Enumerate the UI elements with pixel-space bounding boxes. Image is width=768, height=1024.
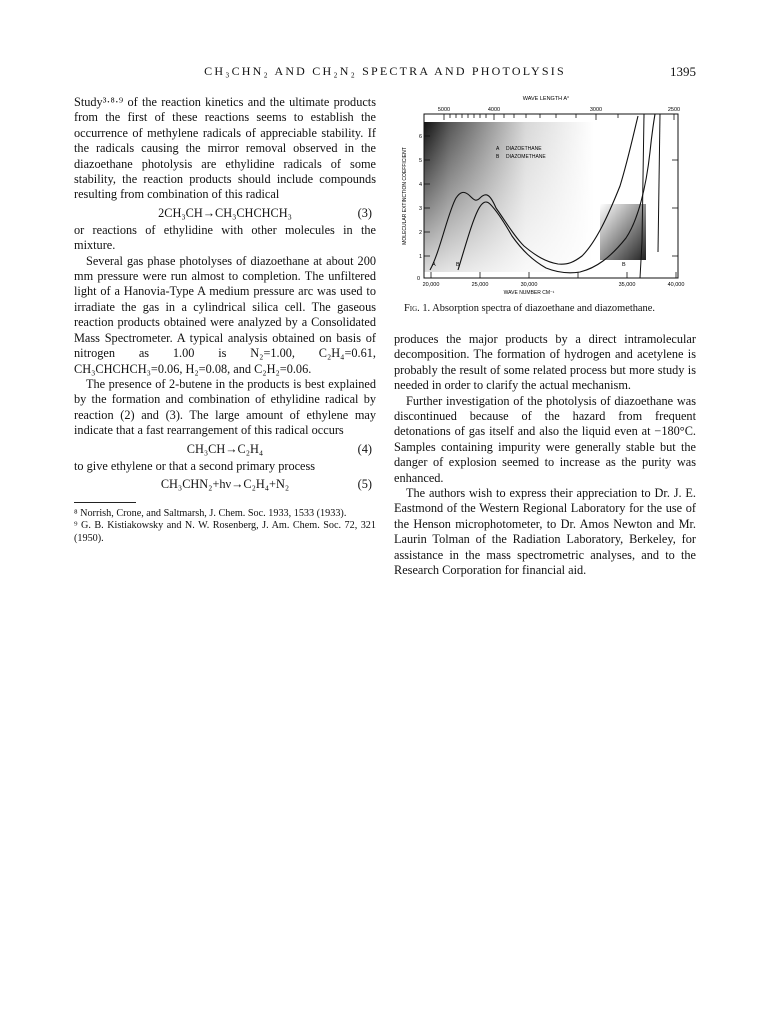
absorption-spectrum-plot [396, 92, 696, 298]
bottom-axis-label: WAVE NUMBER CM⁻¹ [503, 290, 555, 296]
y-tick-label-6: 6 [418, 134, 422, 140]
bottom-axis-ticks [431, 272, 676, 278]
curve-label-b-right: B [622, 262, 626, 268]
equation-4 [74, 439, 376, 459]
equation-4-text: CH₃CH→C₂H₄ [186, 441, 264, 456]
top-axis-ticks [444, 114, 674, 120]
left-paragraph-5: to give ethylene or that a second primary process [74, 458, 316, 473]
bottom-tick-label-35000: 35,000 [618, 282, 636, 288]
figure-caption-text: Absorption spectra of diazoethane and diazomethane. [432, 303, 655, 314]
top-tick-label-5000: 5000 [437, 107, 451, 113]
equation-5-number: (5) [357, 476, 372, 491]
running-head [74, 64, 696, 82]
right-column [394, 332, 696, 579]
left-column [74, 95, 376, 545]
left-paragraph-4: The presence of 2-butene in the products is best explained by the formation and combination of ethylidine radical by reaction (2) and (3). The large amount of ethylene may indicate that a fast rearrangement of this radical occurs [74, 376, 376, 438]
right-paragraph-3: The authors wish to express their appreciation to Dr. J. E. Eastmond of the Western Regional Laboratory for the use of the Henson microphotometer, to Dr. Amos Newton and Mr. Laurin Tolman of the Radiation Laboratory, Berkeley, for assistance in the mass spectrometric analyses, and to the Research Corporation for financial aid. [394, 486, 696, 578]
y-tick-label-1: 1 [418, 254, 422, 260]
right-paragraph-1: produces the major products by a direct intramolecular decomposition. The formation of hydrogen and acetylene is probably the result of some related process but more study is needed in order to clarify the actual mechanism. [394, 332, 696, 393]
bottom-tick-label-20000: 20,000 [422, 282, 440, 288]
legend-key-a: A [496, 146, 500, 152]
legend-name-diazoethane: DIAZOETHANE [506, 146, 542, 152]
footnote-rule [74, 502, 136, 503]
figure-caption [404, 302, 696, 315]
running-title: CH₃CHN₂ AND CH₂N₂ SPECTRA AND PHOTOLYSIS [204, 64, 566, 78]
curve-label-a: A [432, 262, 436, 268]
bottom-tick-label-30000: 30,000 [520, 282, 538, 288]
figure-caption-label: Fig. 1. [404, 303, 431, 314]
legend-name-diazomethane: DIAZOMETHANE [506, 154, 546, 160]
equation-5-text: CH₃CHN₂+hν→C₂H₄+N₂ [160, 476, 290, 491]
equation-3 [74, 203, 376, 223]
y-tick-label-2: 2 [418, 230, 422, 236]
curve-diazomethane-edge [658, 114, 660, 252]
y-tick-label-3: 3 [418, 206, 422, 212]
equation-3-text: 2CH₃CH→CH₃CHCHCH₃ [158, 205, 292, 220]
left-paragraph-3: Several gas phase photolyses of diazoethane at about 200 mm pressure were run almost to completion. The unfiltered light of a Hanovia-Type A medium pressure arc was used to irradiate the gas in a cylindrical silica cell. The gaseous reaction products obtained were analyzed by a Consolidated Mass Spectrometer. A typical analysis obtained on basis of nitrogen as 1.00 is N₂=1.00, C₂H₄=0.61, CH₃CHCHCH₃=0.06, H₂=0.08, and C₂H₂=0.06. [74, 253, 376, 376]
left-paragraph-2: or reactions of ethylidine with other molecules in the mixture. [74, 222, 376, 253]
equation-5 [74, 474, 376, 494]
y-tick-label-0: 0 [416, 276, 420, 282]
top-tick-label-3000: 3000 [589, 107, 603, 113]
right-axis-ticks [672, 160, 678, 256]
y-tick-label-4: 4 [418, 182, 422, 188]
footnote-9: ⁹ G. B. Kistiakowsky and N. W. Rosenberg, J. Am. Chem. Soc. 72, 321 (1950). [74, 520, 376, 544]
bottom-tick-label-25000: 25,000 [471, 282, 489, 288]
equation-4-number: (4) [357, 441, 372, 456]
shaded-region-right [600, 204, 646, 260]
top-axis-label: WAVE LENGTH A° [522, 96, 570, 102]
curve-label-b: B [456, 262, 460, 268]
equation-3-number: (3) [357, 205, 372, 220]
shaded-region-left-fade [424, 122, 594, 272]
top-tick-label-2500: 2500 [667, 107, 681, 113]
y-axis-label: MOLECULAR EXTINCTION COEFFICIENT [402, 147, 408, 245]
top-tick-label-4000: 4000 [487, 107, 501, 113]
page-number: 1395 [670, 64, 696, 79]
footnote-8: ⁸ Norrish, Crone, and Saltmarsh, J. Chem. Soc. 1933, 1533 (1933). [74, 507, 347, 519]
bottom-tick-label-40000: 40,000 [667, 282, 685, 288]
right-paragraph-2: Further investigation of the photolysis of diazoethane was discontinued because of the hazard from frequent detonations of gas itself and also the liquid even at −180°C. Samples containing impurity were generally stable but the danger of explosion seemed to increase as the purity was enhanced. [394, 393, 696, 485]
left-paragraph-1: Study³·⁸·⁹ of the reaction kinetics and the ultimate products from the first of these reactions seems to establish the occurrence of methylene radicals of appreciable stability. If the radicals causing the mirror removal observed in the diazoethane photolysis are ethylidine radicals of some stability, the reaction products should include compounds resulting from combination of this radical [74, 95, 376, 202]
legend-key-b: B [496, 154, 500, 160]
figure-1 [396, 92, 696, 298]
y-tick-label-5: 5 [418, 158, 422, 164]
